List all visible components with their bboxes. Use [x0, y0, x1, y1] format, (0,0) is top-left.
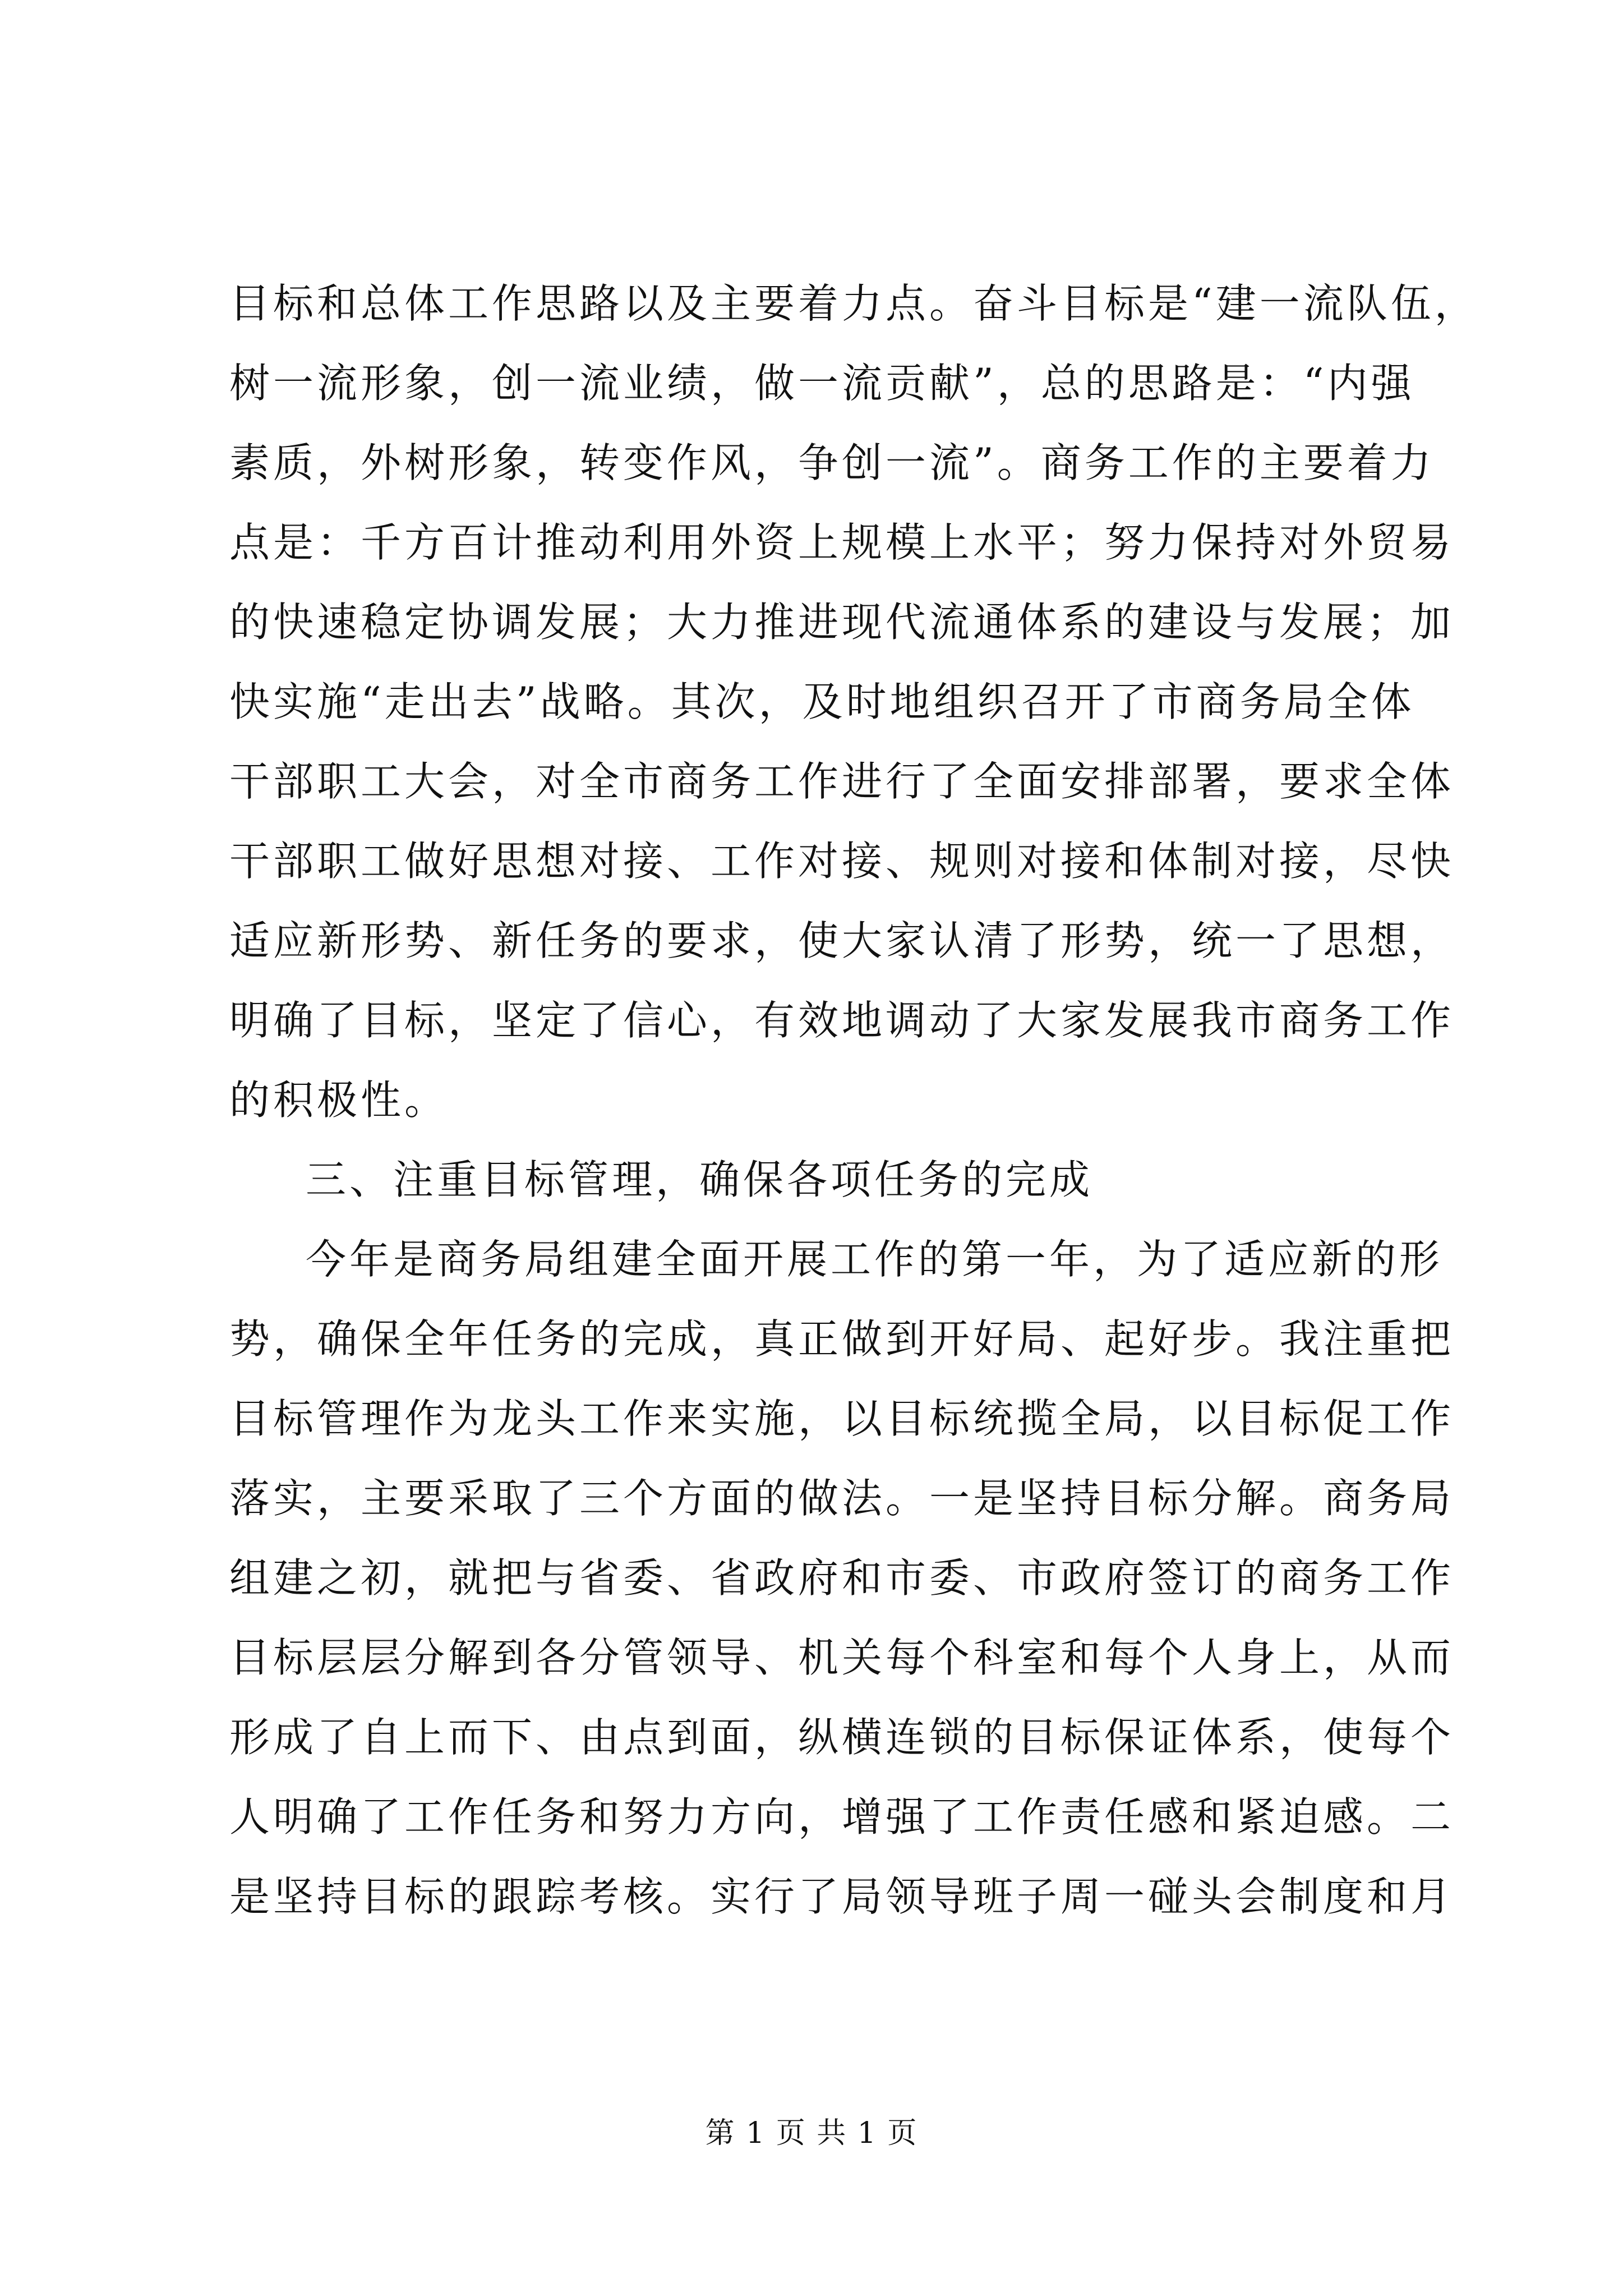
paragraph-line: 落实，主要采取了三个方面的做法。一是坚持目标分解。商务局: [229, 1475, 1455, 1522]
paragraph-line: 的快速稳定协调发展；大力推进现代流通体系的建设与发展；加: [229, 599, 1455, 646]
paragraph-line: 适应新形势、新任务的要求，使大家认清了形势，统一了思想，: [229, 917, 1455, 964]
paragraph-line: 快实施“走出去”战略。其次，及时地组织召开了市商务局全体: [229, 678, 1415, 725]
paragraph-line: 的积极性。: [229, 1076, 449, 1124]
paragraph-line: 点是：千方百计推动利用外资上规模上水平；努力保持对外贸易: [229, 519, 1455, 566]
paragraph-line: 目标层层分解到各分管领导、机关每个科室和每个人身上，从而: [229, 1634, 1455, 1681]
paragraph-line: 素质，外树形象，转变作风，争创一流”。商务工作的主要着力: [229, 439, 1435, 486]
section-heading: 三、注重目标管理，确保各项任务的完成: [306, 1156, 1094, 1203]
paragraph-line: 是坚持目标的跟踪考核。实行了局领导班子周一碰头会制度和月: [229, 1873, 1455, 1920]
paragraph-line: 明确了目标，坚定了信心，有效地调动了大家发展我市商务工作: [229, 997, 1455, 1044]
paragraph-line: 形成了自上而下、由点到面，纵横连锁的目标保证体系，使每个: [229, 1714, 1455, 1761]
page-footer: 第 1 页 共 1 页: [705, 2116, 918, 2150]
paragraph-line: 干部职工大会，对全市商务工作进行了全面安排部署，要求全体: [229, 758, 1455, 805]
paragraph-line: 组建之初，就把与省委、省政府和市委、市政府签订的商务工作: [229, 1554, 1455, 1602]
paragraph-line: 树一流形象，创一流业绩，做一流贡献”，总的思路是：“内强: [229, 360, 1415, 407]
paragraph-line: 目标管理作为龙头工作来实施，以目标统揽全局，以目标促工作: [229, 1395, 1455, 1442]
paragraph-line: 势，确保全年任务的完成，真正做到开好局、起好步。我注重把: [229, 1315, 1455, 1363]
paragraph-line: 目标和总体工作思路以及主要着力点。奋斗目标是“建一流队伍，: [229, 280, 1478, 327]
paragraph-line: 干部职工做好思想对接、工作对接、规则对接和体制对接，尽快: [229, 838, 1455, 885]
document-body: [229, 264, 1478, 1936]
paragraph-line: 人明确了工作任务和努力方向，增强了工作责任感和紧迫感。二: [229, 1793, 1455, 1841]
paragraph-line: 今年是商务局组建全面开展工作的第一年，为了适应新的形: [306, 1236, 1444, 1283]
